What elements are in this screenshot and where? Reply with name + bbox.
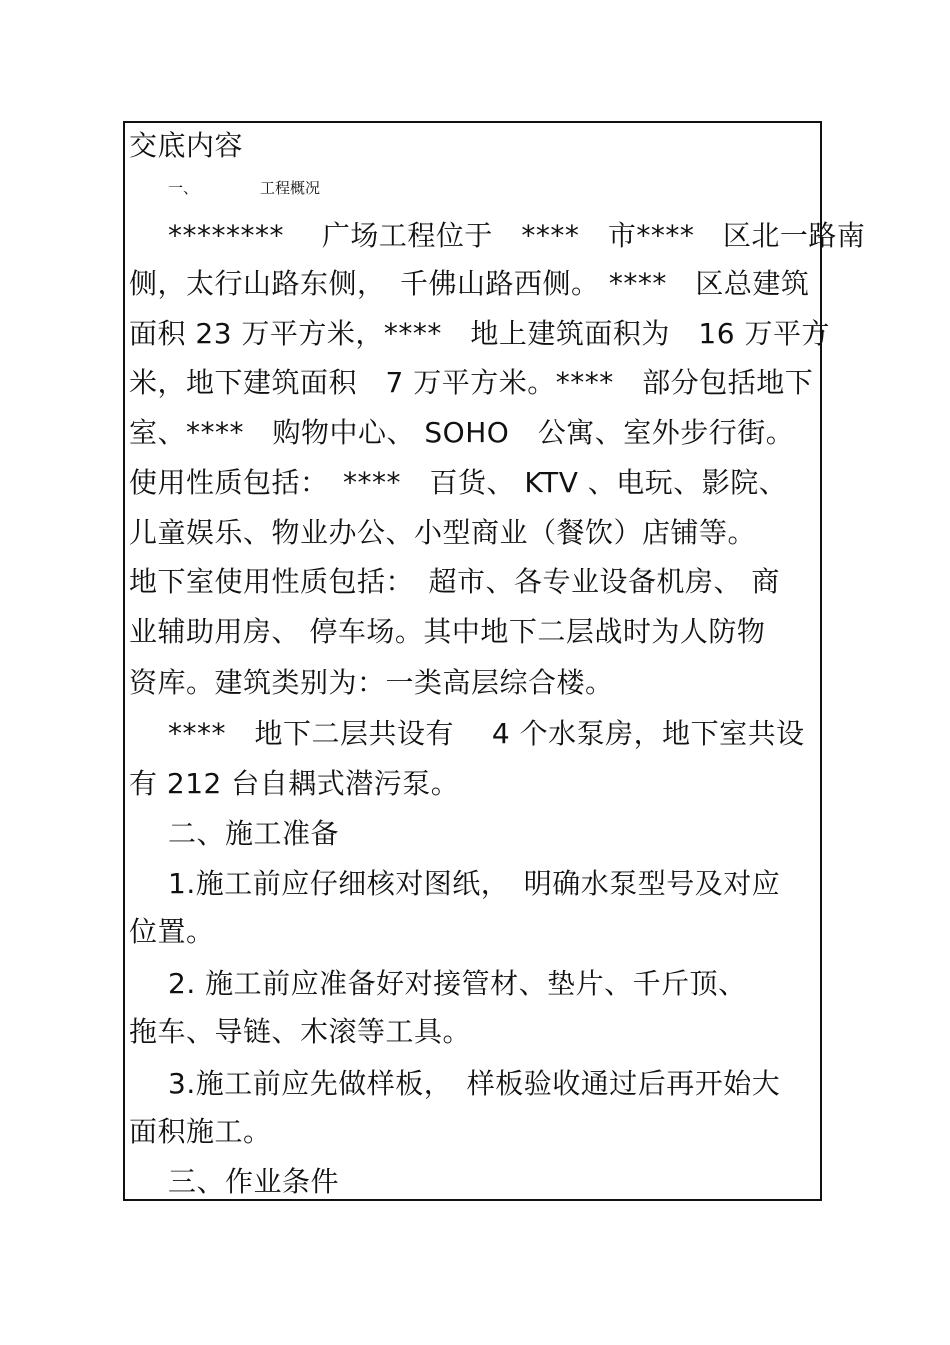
body-line: 位置。 [129, 915, 215, 948]
body-line: 2. 施工前应准备好对接管材、垫片、千斤顶、 [168, 967, 747, 1000]
body-line: 有 212 台自耦式潜污泵。 [129, 767, 460, 800]
section-heading: 工程概况 [260, 179, 321, 197]
body-line: 室、**** 购物中心、 SOHO 公寓、室外步行街。 [129, 416, 795, 449]
body-line: 面积 23 万平方米，**** 地上建筑面积为 16 万平方 [129, 317, 830, 350]
section-number [168, 178, 320, 198]
body-line: 1.施工前应仔细核对图纸， 明确水泵型号及对应 [168, 867, 781, 900]
body-line: **** 地下二层共设有 4 个水泵房，地下室共设 [168, 717, 805, 750]
body-line: ******** 广场工程位于 **** 市**** 区北一路南 [168, 219, 866, 252]
body-line: 使用性质包括： **** 百货、 KTV 、电玩、影院、 [129, 466, 788, 499]
section-heading-2: 二、施工准备 [168, 817, 340, 850]
body-line: 3.施工前应先做样板， 样板验收通过后再开始大 [168, 1067, 781, 1100]
body-line: 面积施工。 [129, 1115, 272, 1148]
body-line: 米，地下建筑面积 7 万平方米。**** 部分包括地下 [129, 366, 814, 399]
body-line: 拖车、导链、木滚等工具。 [129, 1015, 472, 1048]
body-line: 侧，太行山路东侧， 千佛山路西侧。 **** 区总建筑 [129, 267, 810, 300]
document-title: 交底内容 [129, 129, 244, 162]
body-line: 地下室使用性质包括： 超市、各专业设备机房、 商 [129, 565, 780, 598]
body-line: 业辅助用房、 停车场。其中地下二层战时为人防物 [129, 615, 766, 648]
body-line: 资库。建筑类别为：一类高层综合楼。 [129, 666, 614, 699]
body-line: 儿童娱乐、物业办公、小型商业（餐饮）店铺等。 [129, 516, 757, 549]
section-heading-3: 三、作业条件 [168, 1165, 340, 1198]
section-number-text: 一、 [168, 179, 199, 197]
